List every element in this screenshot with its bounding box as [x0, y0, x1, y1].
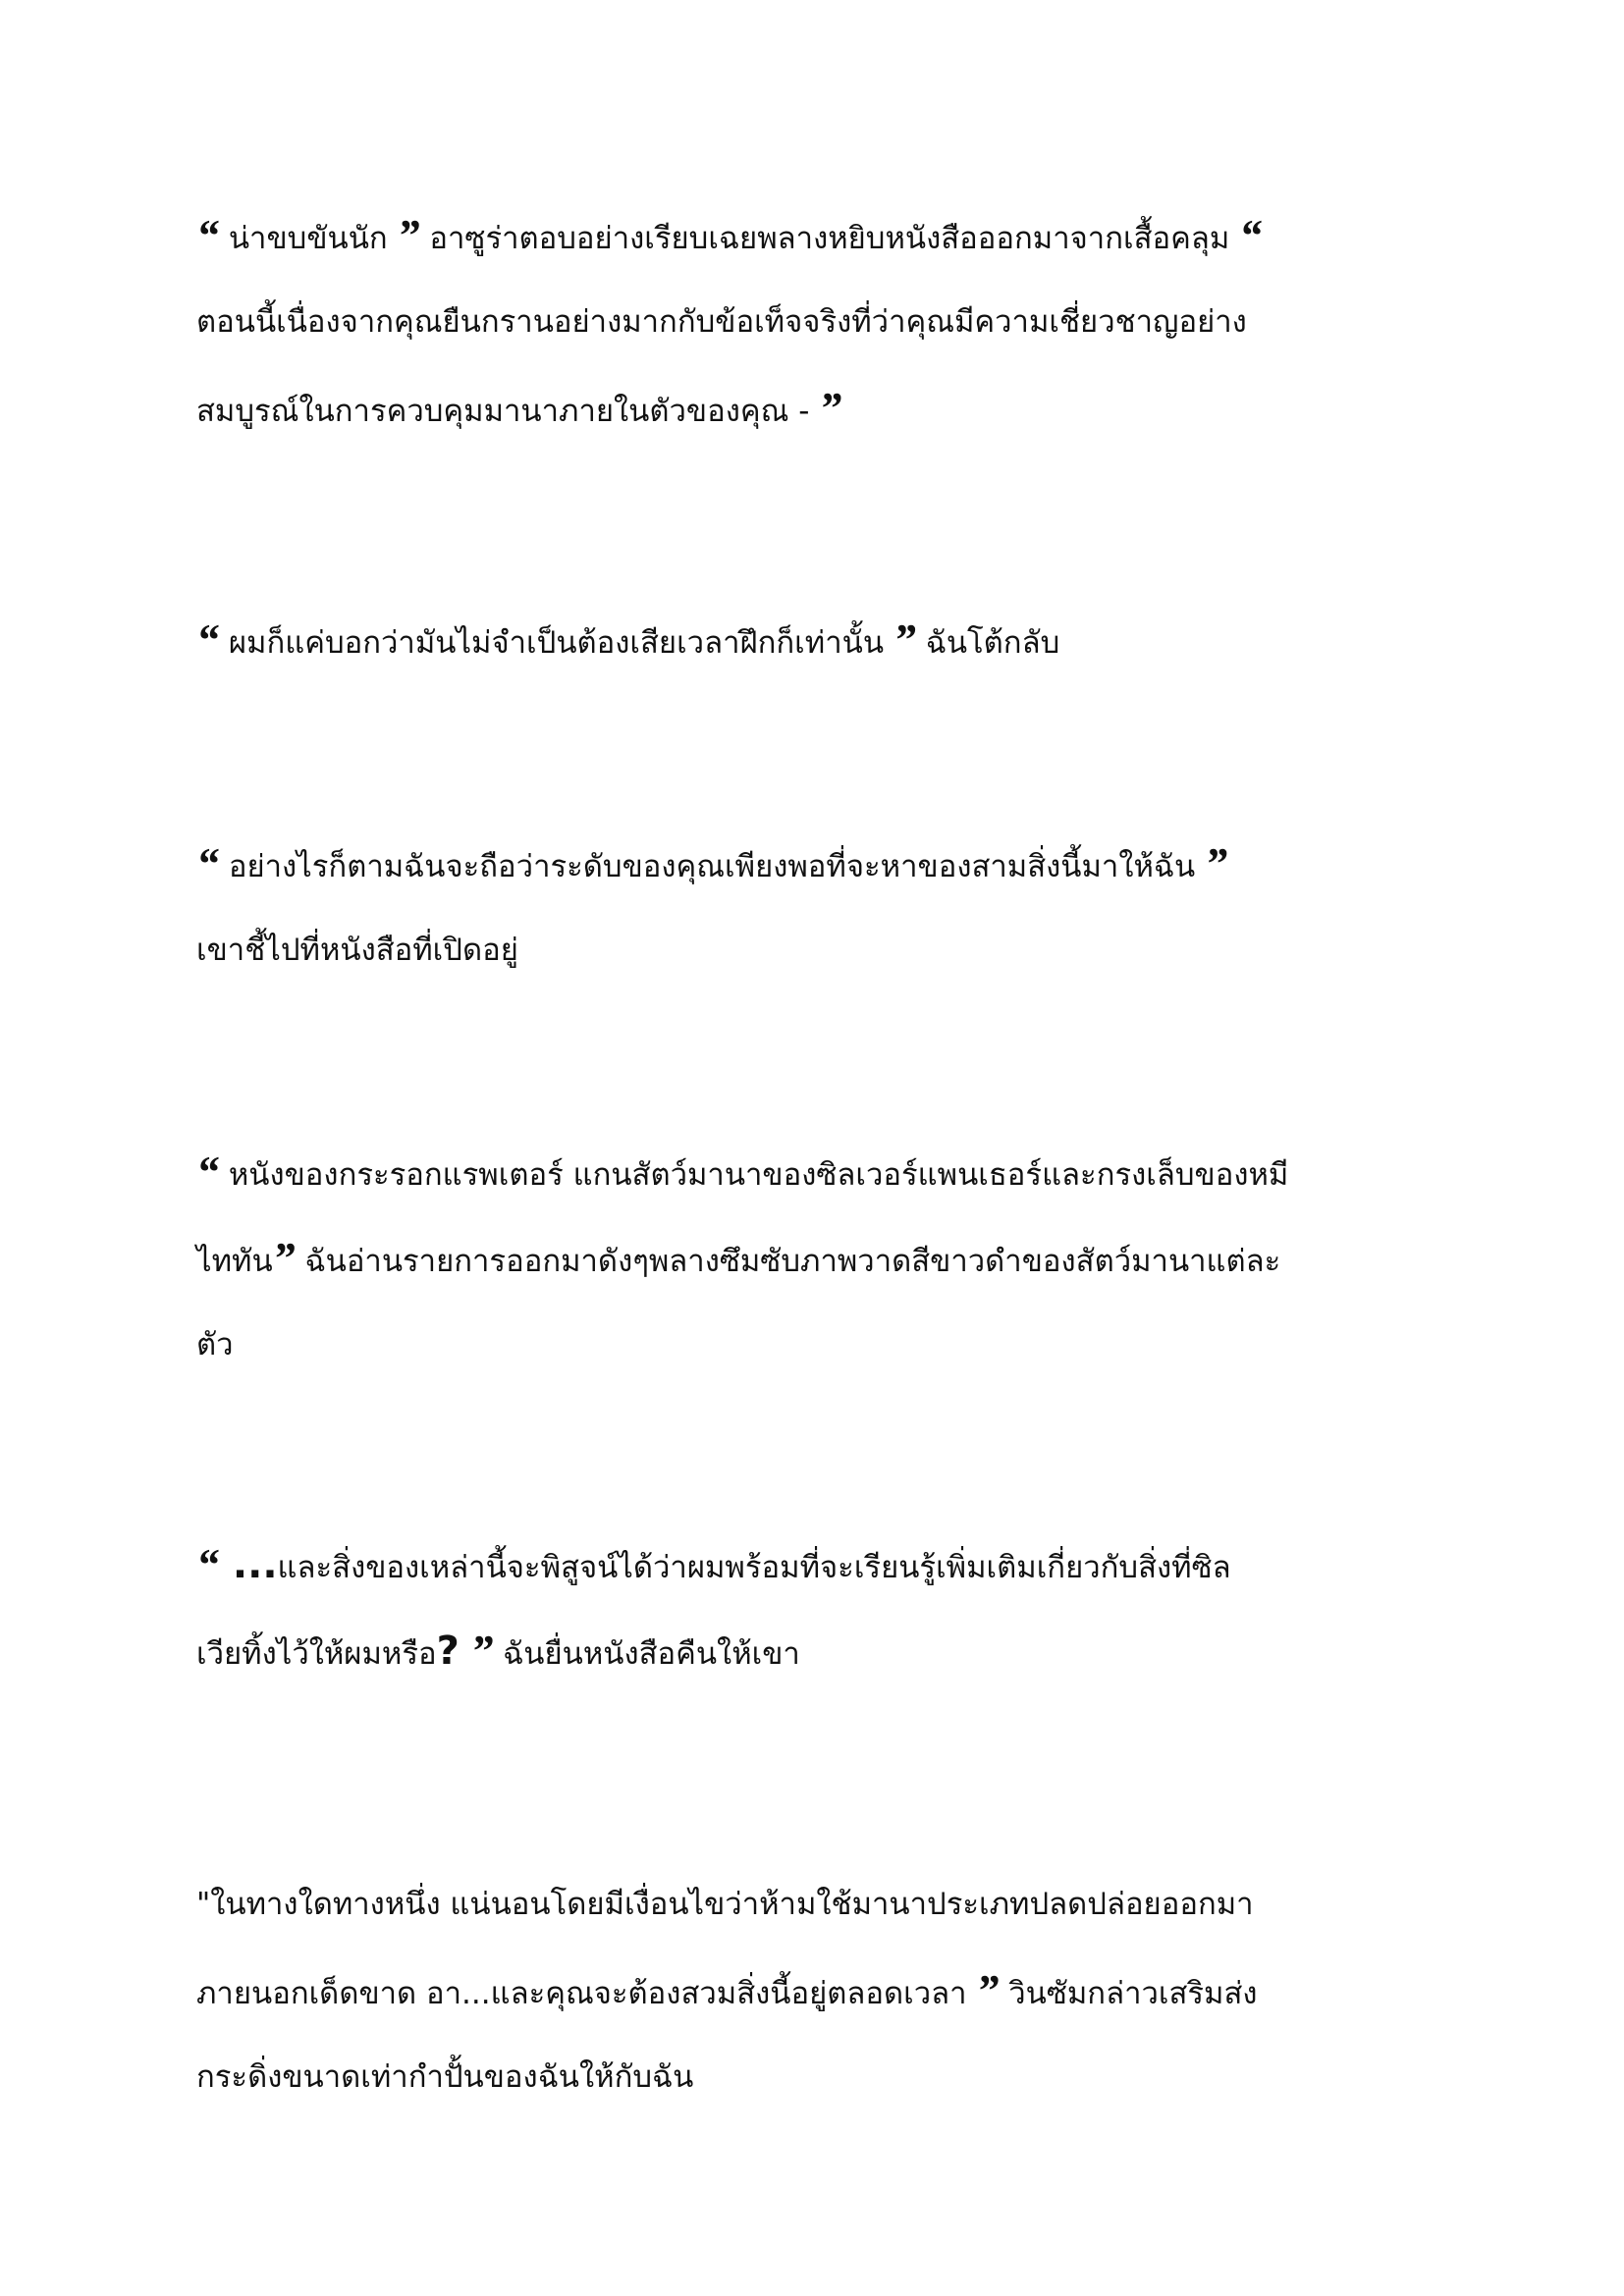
line-text: สมบูรณ์ในการควบคุมมานาภายในตัวของคุณ - — [196, 394, 820, 429]
line-text: ตอนนี้เนื่องจากคุณยืนกรานอย่างมากกับข้อเท็จจริงที่ว่าคุณมีความเชี่ยวชาญอย่าง — [196, 304, 1247, 340]
line-text: หนังของกระรอกแรพเตอร์ แกนสัตว์มานาของซิลเวอร์แพนเธอร์และกรงเล็บของหมี — [219, 1157, 1289, 1193]
open-quote: “ — [196, 838, 219, 888]
paragraph-6-line-2 — [196, 1948, 1453, 2034]
line-text: ฉันอ่านรายการออกมาดังๆพลางซึมซับภาพวาดสีขาวดำของสัตว์มานาแต่ละ — [295, 1244, 1281, 1279]
line-text: น่าขบขันนัก — [219, 221, 398, 256]
line-text: และสิ่งของเหล่านี้จะพิสูจน์ได้ว่าผมพร้อมที่จะเรียนรู้เพิ่มเติมเกี่ยวกับสิ่งที่ซิล — [277, 1550, 1231, 1585]
line-text: ตัว — [196, 1327, 234, 1362]
paragraph-4-line-3 — [196, 1302, 1453, 1388]
paragraph-1 — [196, 192, 1453, 452]
paragraph-3 — [196, 821, 1453, 993]
paragraph-1-line-1 — [196, 192, 1453, 279]
paragraph-4 — [196, 1129, 1453, 1388]
close-quote: ” — [819, 383, 842, 433]
line-text: ภายนอกเด็ดขาด อา...และคุณจะต้องสวมสิ่งนี้อยู่ตลอดเวลา — [196, 1976, 977, 2011]
line-text: วินซัมกล่าวเสริมส่ง — [999, 1976, 1258, 2011]
open-quote: “ — [196, 1539, 219, 1589]
line-text: กระดิ่งขนาดเท่ากำปั้นของฉันให้กับฉัน — [196, 2059, 694, 2095]
paragraph-3-line-1 — [196, 821, 1453, 907]
line-text: อย่างไรก็ตามฉันจะถือว่าระดับของคุณเพียงพอที่จะหาของสามสิ่งนี้มาให้ฉัน — [219, 849, 1206, 884]
ellipsis-bold: ... — [219, 1542, 278, 1587]
open-quote: “ — [196, 210, 219, 260]
paragraph-3-line-2 — [196, 907, 1453, 993]
close-quote: ” — [976, 1965, 1000, 2015]
close-quote: ” — [397, 210, 420, 260]
paragraph-4-line-2 — [196, 1215, 1453, 1302]
close-quote: ” — [893, 614, 916, 665]
paragraph-1-line-3 — [196, 365, 1453, 452]
line-text: เขาชี้ไปที่หนังสือที่เปิดอยู่ — [196, 933, 518, 968]
paragraph-2-line-1 — [196, 597, 1453, 683]
paragraph-4-line-1 — [196, 1129, 1453, 1215]
open-quote: “ — [196, 1147, 219, 1197]
paragraph-1-line-2 — [196, 279, 1453, 365]
line-text: อาซูร่าตอบอย่างเรียบเฉยพลางหยิบหนังสือออกมาจากเสื้อคลุม — [419, 221, 1240, 256]
line-text: "ในทางใดทางหนึ่ง แน่นอนโดยมีเงื่อนไขว่าห้ามใช้มานาประเภทปลดปล่อยออกมา — [196, 1887, 1254, 1922]
paragraph-6-line-3 — [196, 2034, 1453, 2120]
line-text: เวียทิ้งไว้ให้ผมหรือ — [196, 1636, 437, 1672]
paragraph-5-line-1 — [196, 1522, 1453, 1608]
paragraph-5 — [196, 1522, 1453, 1694]
close-quote: ” — [459, 1626, 494, 1676]
paragraph-6 — [196, 1861, 1453, 2120]
line-text: ฉันโต้กลับ — [915, 625, 1060, 661]
line-text: ไททัน — [196, 1244, 273, 1279]
close-quote: ” — [272, 1233, 296, 1283]
line-text: ผมก็แค่บอกว่ามันไม่จำเป็นต้องเสียเวลาฝึกก็เท่านั้น — [219, 625, 893, 661]
paragraph-2 — [196, 597, 1453, 683]
question-mark-bold: ? — [436, 1629, 460, 1674]
line-text: ฉันยื่นหนังสือคืนให้เขา — [493, 1636, 800, 1672]
close-quote: ” — [1205, 838, 1228, 888]
open-quote: “ — [1239, 210, 1263, 260]
paragraph-6-line-1 — [196, 1861, 1453, 1948]
paragraph-5-line-2 — [196, 1608, 1453, 1694]
open-quote: “ — [196, 614, 219, 665]
